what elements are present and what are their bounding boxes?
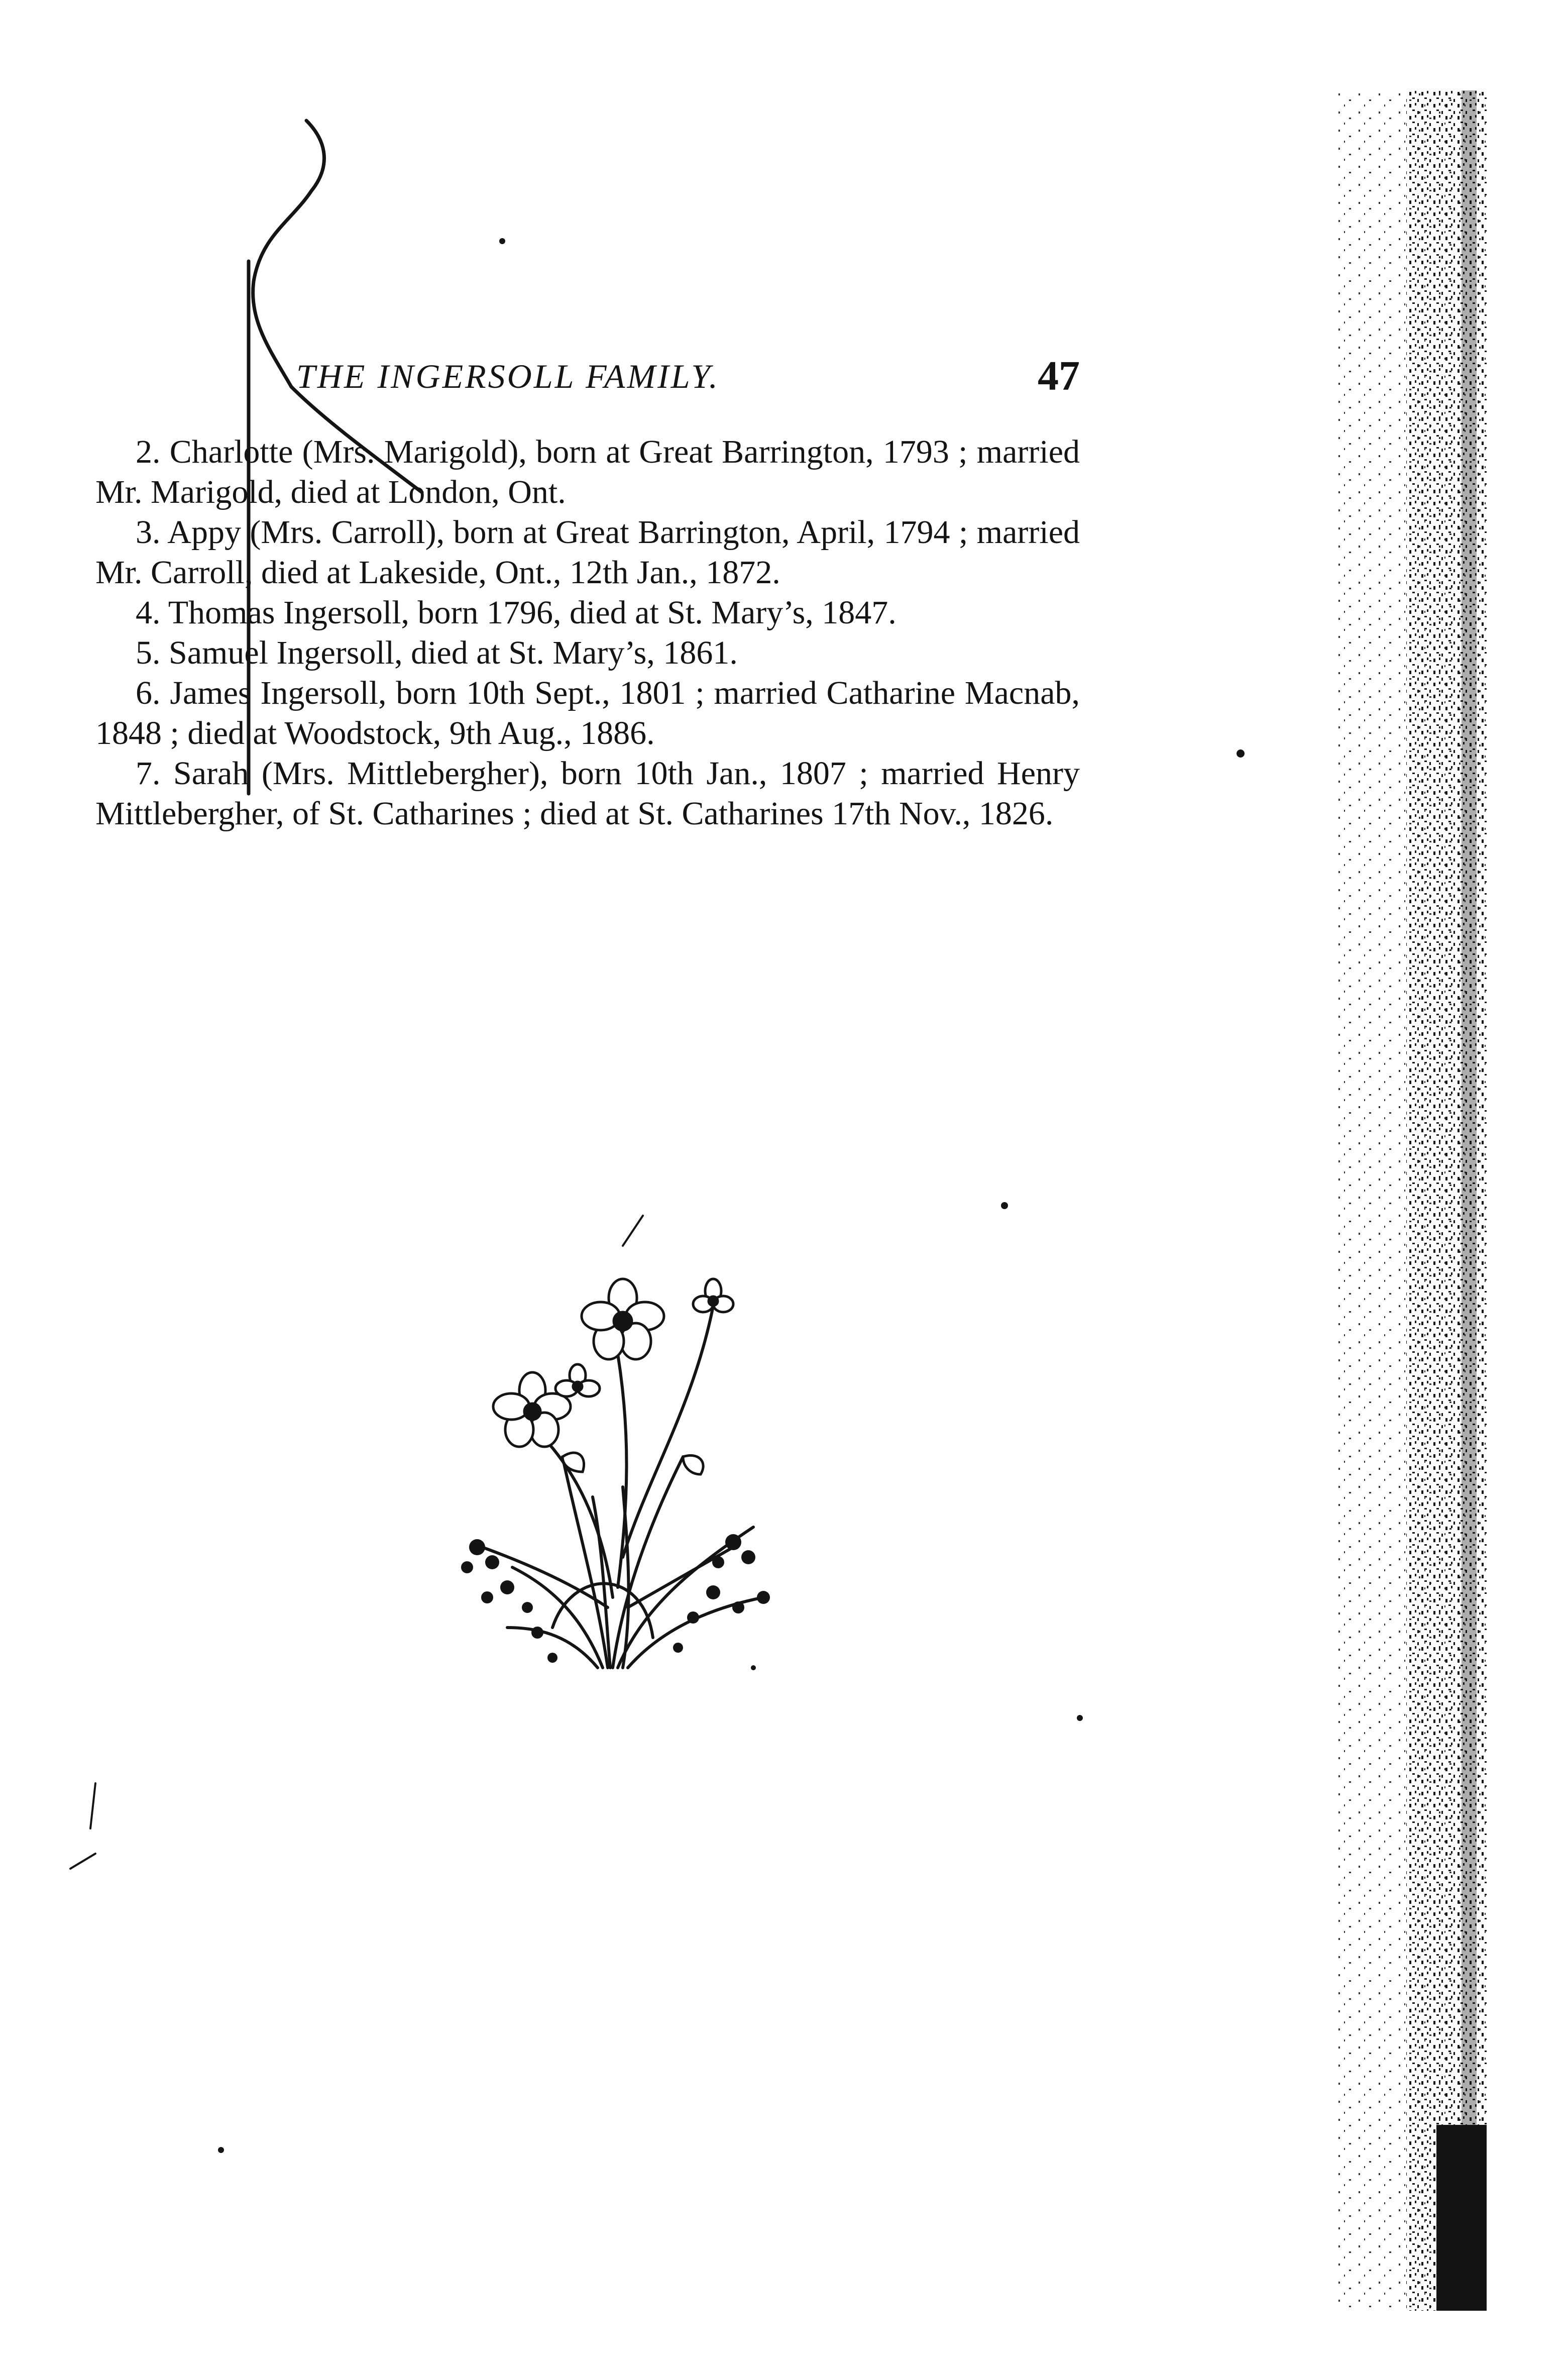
family-entry-charlotte: 2. Charlotte (Mrs. Marigold), born at Great Barrington, 1793 ; married Mr. Marigold, died at London, Ont.	[95, 434, 1080, 510]
family-entry-sarah: 7. Sarah (Mrs. Mittlebergher), born 10th Jan., 1807 ; married Henry Mittlebergher, of St. Catharines ; died at St. Catharines 17th Nov., 1826.	[95, 755, 1080, 832]
family-entry-list	[95, 432, 1080, 834]
family-entry-samuel: 5. Samuel Ingersoll, died at St. Mary’s, 1861.	[136, 634, 738, 671]
running-title: THE INGERSOLL FAMILY.	[296, 357, 720, 395]
running-head	[296, 352, 1080, 412]
flower-bouquet-icon	[412, 1246, 814, 1688]
family-entry-james: 6. James Ingersoll, born 10th Sept., 1801 ; married Catharine Macnab, 1848 ; died at Woodstock, 9th Aug., 1886.	[95, 675, 1080, 751]
family-entry-thomas: 4. Thomas Ingersoll, born 1796, died at St. Mary’s, 1847.	[136, 594, 897, 631]
page-number: 47	[1038, 353, 1080, 399]
scan-edge-shadow	[1336, 90, 1487, 2311]
family-entry-appy: 3. Appy (Mrs. Carroll), born at Great Barrington, April, 1794 ; married Mr. Carroll, died at Lakeside, Ont., 12th Jan., 1872.	[95, 514, 1080, 591]
